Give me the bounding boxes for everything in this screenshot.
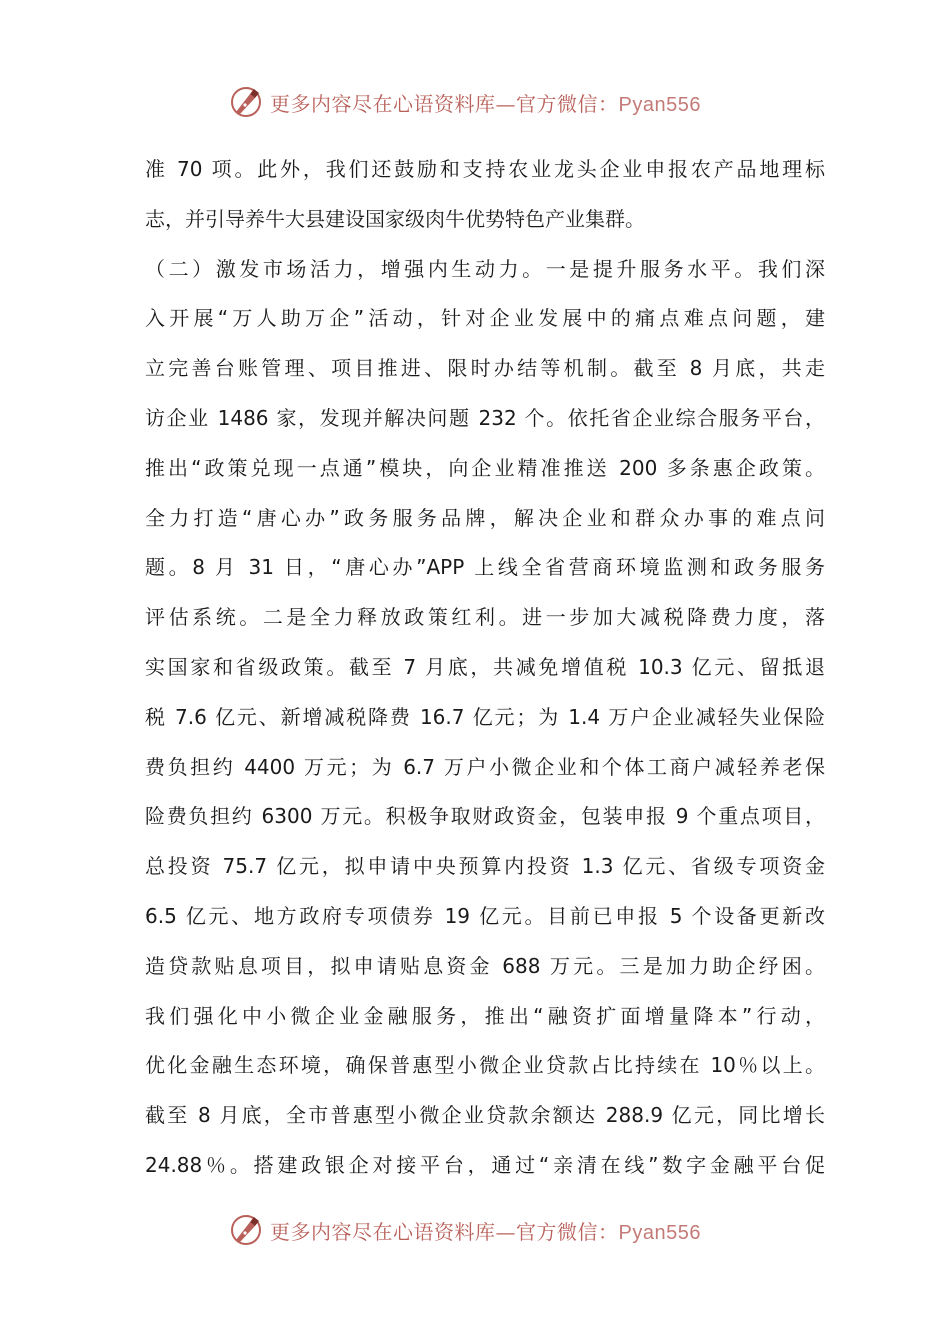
watermark-label: 更多内容尽在心语资料库—官方微信：	[270, 91, 619, 116]
paragraph-line: 全力打造“唐心办”政务服务品牌，解决企业和群众办事的难点问	[145, 505, 825, 530]
paragraph-line: 立完善台账管理、项目推进、限时办结等机制。截至 8 月底，共走	[145, 356, 825, 381]
paragraph-line: 我们强化中小微企业金融服务，推出“融资扩面增量降本”行动，	[145, 1003, 825, 1028]
paragraph-line: 费负担约 4400 万元；为 6.7 万户小微企业和个体工商户减轻养老保	[145, 754, 825, 779]
paragraph-line: 截至 8 月底，全市普惠型小微企业贷款余额达 288.9 亿元，同比增长	[145, 1103, 825, 1128]
pen-nib-logo-icon	[228, 1212, 264, 1248]
document-body	[145, 145, 825, 1191]
paragraph-line: 题。8 月 31 日，“唐心办”APP 上线全省营商环境监测和政务服务	[145, 555, 825, 580]
paragraph-line: 准 70 项。此外，我们还鼓励和支持农业龙头企业申报农产品地理标	[145, 157, 825, 181]
paragraph-line: 造贷款贴息项目，拟申请贴息资金 688 万元。三是加力助企纾困。	[145, 953, 825, 978]
watermark-handle: Pyan556	[618, 1221, 701, 1244]
paragraph-line: （二）激发市场活力，增强内生动力。一是提升服务水平。我们深	[145, 256, 825, 281]
header-watermark	[228, 82, 788, 122]
pen-nib-logo-icon	[228, 84, 264, 120]
paragraph-line: 志，并引导养牛大县建设国家级肉牛优势特色产业集群。	[145, 206, 645, 231]
paragraph-line: 24.88％。搭建政银企对接平台，通过“亲清在线”数字金融平台促	[145, 1152, 825, 1177]
paragraph-line: 税 7.6 亿元、新增减税降费 16.7 亿元；为 1.4 万户企业减轻失业保险	[145, 704, 825, 729]
footer-watermark	[228, 1210, 788, 1250]
watermark-text	[270, 1216, 701, 1245]
watermark-handle: Pyan556	[618, 93, 701, 116]
paragraph-line: 总投资 75.7 亿元，拟申请中央预算内投资 1.3 亿元、省级专项资金	[145, 854, 825, 879]
paragraph-line: 险费负担约 6300 万元。积极争取财政资金，包装申报 9 个重点项目，	[145, 804, 825, 829]
paragraph-line: 优化金融生态环境，确保普惠型小微企业贷款占比持续在 10％以上。	[145, 1053, 825, 1078]
paragraph-line: 访企业 1486 家，发现并解决问题 232 个。依托省企业综合服务平台，	[145, 405, 825, 430]
paragraph-line: 评估系统。二是全力释放政策红利。进一步加大减税降费力度，落	[145, 605, 825, 630]
paragraph-line: 入开展“万人助万企”活动，针对企业发展中的痛点难点问题，建	[145, 306, 825, 331]
watermark-label: 更多内容尽在心语资料库—官方微信：	[270, 1219, 619, 1244]
paragraph-line: 实国家和省级政策。截至 7 月底，共减免增值税 10.3 亿元、留抵退	[145, 654, 825, 679]
paragraph-line: 6.5 亿元、地方政府专项债券 19 亿元。目前已申报 5 个设备更新改	[145, 903, 825, 928]
paragraph-line: 推出“政策兑现一点通”模块，向企业精准推送 200 多条惠企政策。	[145, 455, 825, 480]
watermark-text	[270, 88, 701, 117]
